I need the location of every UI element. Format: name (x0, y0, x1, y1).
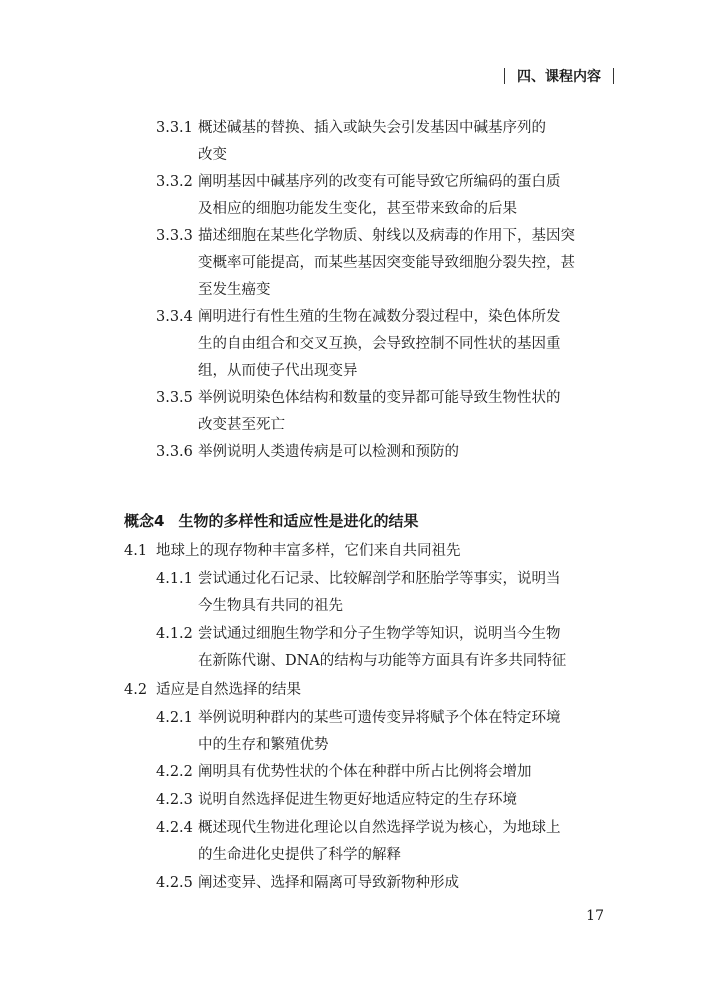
item-text-line: 今生物具有共同的祖先 (198, 598, 343, 614)
item-text-line: 在新陈代谢、DNA的结构与功能等方面具有许多共同特征 (198, 653, 567, 669)
item-text-line: 组，从而使子代出现变异 (198, 363, 358, 379)
running-head (492, 66, 626, 86)
item-text-line: 中的生存和繁殖优势 (198, 737, 329, 753)
item-number: 4.1.2 (156, 626, 193, 642)
item-text-line: 说明自然选择促进生物更好地适应特定的生存环境 (198, 792, 517, 808)
page-number: 17 (586, 908, 604, 924)
item-text-line: 举例说明染色体结构和数量的变异都可能导致生物性状的 (198, 390, 561, 406)
item-text-line: 变概率可能提高，而某些基因突变能导致细胞分裂失控，甚 (198, 255, 575, 271)
item-text-line: 的生命进化史提供了科学的解释 (198, 847, 401, 863)
item-number: 4.2.5 (156, 875, 193, 891)
item-number: 4.2.3 (156, 792, 193, 808)
running-head-right-rule (613, 68, 614, 84)
item-number: 4.2.1 (156, 710, 193, 726)
section-number: 4.1 (124, 543, 148, 559)
item-text-line: 改变甚至死亡 (198, 417, 285, 433)
item-text-line: 生的自由组合和交叉互换，会导致控制不同性状的基因重 (198, 336, 561, 352)
item-number: 4.2.2 (156, 764, 193, 780)
item-text-line: 概述碱基的替换、插入或缺失会引发基因中碱基序列的 (198, 120, 546, 136)
item-number: 3.3.1 (156, 120, 193, 136)
item-text-line: 概述现代生物进化理论以自然选择学说为核心，为地球上 (198, 820, 561, 836)
item-number: 3.3.6 (156, 444, 193, 460)
section-title: 地球上的现存物种丰富多样，它们来自共同祖先 (156, 543, 461, 559)
item-text-line: 描述细胞在某些化学物质、射线以及病毒的作用下，基因突 (198, 228, 575, 244)
item-number: 4.1.1 (156, 571, 193, 587)
item-number: 3.3.2 (156, 174, 193, 190)
item-text-line: 至发生癌变 (198, 282, 271, 298)
item-text-line: 尝试通过化石记录、比较解剖学和胚胎学等事实，说明当 (198, 571, 561, 587)
running-head-title: 四、课程内容 (517, 69, 601, 85)
concept-label: 概念4 (124, 512, 165, 530)
item-text-line: 阐明具有优势性状的个体在种群中所占比例将会增加 (198, 764, 532, 780)
item-number: 3.3.5 (156, 390, 193, 406)
item-text-line: 尝试通过细胞生物学和分子生物学等知识，说明当今生物 (198, 626, 561, 642)
item-number: 3.3.3 (156, 228, 193, 244)
item-text-line: 及相应的细胞功能发生变化，甚至带来致命的后果 (198, 201, 517, 217)
item-number: 3.3.4 (156, 309, 193, 325)
item-text-line: 举例说明人类遗传病是可以检测和预防的 (198, 444, 459, 460)
section-number: 4.2 (124, 682, 148, 698)
concept-heading (124, 508, 418, 535)
item-text-line: 阐述变异、选择和隔离可导致新物种形成 (198, 875, 459, 891)
item-number: 4.2.4 (156, 820, 193, 836)
item-text-line: 改变 (198, 147, 227, 163)
running-head-left-rule (504, 68, 505, 84)
item-text-line: 阐明进行有性生殖的生物在减数分裂过程中，染色体所发 (198, 309, 561, 325)
section-title: 适应是自然选择的结果 (156, 682, 301, 698)
item-text-line: 阐明基因中碱基序列的改变有可能导致它所编码的蛋白质 (198, 174, 561, 190)
item-text-line: 举例说明种群内的某些可遗传变异将赋予个体在特定环境 (198, 710, 561, 726)
concept-title: 生物的多样性和适应性是进化的结果 (178, 512, 419, 530)
